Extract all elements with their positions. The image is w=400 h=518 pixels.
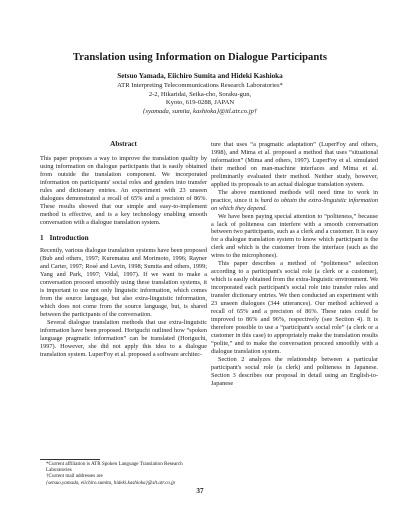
abstract-text: This paper proposes a way to improve the translation quality by using information on dialogue participants that is easily obtained from outside the translation component. We incorporated information on participants' social roles and genders into transfer rules and dictionary entries. An experiment with 23 unseen dialogues demonstrated a recall of 65% and a precision of 86%. These results showed that our simple and easy-to-implement method is effective, and is a key technology enabling smooth conversation with a dialogue translation system. xyxy=(40,154,207,226)
footnote-rule xyxy=(40,459,100,460)
affiliation-block xyxy=(0,82,400,116)
affiliation-lab: ATR Interpreting Telecommunications Research Laboratories* xyxy=(117,82,283,89)
section-number: 1 xyxy=(40,233,44,242)
section-heading-introduction xyxy=(40,235,207,243)
right-paragraph-5: Section 2 analyzes the relationship between a particular participant's social role (a clerk) and politeness in Japanese. Section 3 describes our proposal in detail using an English-to-Japanese xyxy=(211,355,378,387)
section-title: Introduction xyxy=(49,233,89,242)
right-paragraph-2-emphasis: hard to obtain the extra-linguistic information on which they depend. xyxy=(211,196,379,212)
affiliation-street: 2-2, Hikaridai, Seika-cho, Soraku-gun, xyxy=(148,90,252,98)
abstract-heading: Abstract xyxy=(110,140,137,148)
intro-paragraph-2: Several dialogue translation methods that use extra-linguistic information have been proposed. Horiguchi outlined how “spoken language pragmatic information” can be translated (Horiguchi, 1997). However, she did not apply this idea to a dialogue translation system. LuperFoy et al. proposed a software architec- xyxy=(40,319,207,358)
right-column xyxy=(211,141,378,388)
right-paragraph-3: We have been paying special attention to “politeness,” because a lack of politeness can interfere with a smooth conversation between two participants, such as a clerk and a customer. It is easy for a dialogue translation system to know which participant is the clerk and which is the customer from the interface (such as the wires to the microphones). xyxy=(211,212,378,260)
paper-title: Translation using Information on Dialogue Participants xyxy=(72,52,328,63)
author-list: Setsuo Yamada, Eiichiro Sumita and Hideki Kashioka xyxy=(117,72,283,80)
footnotes xyxy=(40,461,207,486)
right-paragraph-2 xyxy=(211,189,378,213)
right-paragraph-4: This paper describes a method of “politeness” selection according to a participant's social role (a clerk or a customer), which is easily obtained from the extra-linguistic environment. We incorporated each participant's social role into transfer rules and transfer dictionary entries. We then conducted an experiment with 23 unseen dialogues (344 utterances). Our method achieved a recall of 65% and a precision of 86%. These rates could be improved to 86% and 96%, respectively (see Section 4). It is therefore possible to use a “participant's social role” (a clerk or a customer in this case) to appropriately make the translation results “polite,” and to make the conversation proceed smoothly with a dialogue translation system. xyxy=(211,260,378,355)
intro-paragraph-1: Recently, various dialogue translation systems have been proposed (Bub and others, 1997; Kurematsu and Morimoto, 1996; Rayner and Carter, 1997; Rosé and Levin, 1998; Sumita and others, 1999; Yang and Park, 1997; Vidal, 1997). If we want to make a conversation proceed smoothly using these translation systems, it is important to use not only linguistic information, which comes from the source language, but also extra-linguistic information, which does not come from the source language, but, is shared between the participants of the conversation. xyxy=(40,247,207,319)
right-paragraph-2-text: The above mentioned methods will need time to work in practice, since it is xyxy=(211,188,378,204)
right-paragraph-1: ture that uses “a pragmatic adaptation” (LuperFoy and others, 1998), and Mima et al. proposed a method that uses “situational information” (Mima and others, 1997). LuperFoy et al. simulated their method on man-machine interfaces and Mima et al. preliminarily evaluated their method. Neither study, however, applied its proposals to an actual dialogue translation system. xyxy=(211,141,378,188)
left-column xyxy=(40,141,207,359)
page-number: 37 xyxy=(196,487,204,495)
affiliation-city: Kyoto, 619-0288, JAPAN xyxy=(165,99,235,107)
footnote-mail-label: †Current mail addresses are xyxy=(46,473,103,480)
footnote-mail-addresses: {setsuo.yamada, eiichiro.sumita, hideki.kashioka}@slt.atr.co.jp xyxy=(46,479,176,486)
footnote-affiliation: *Current affiliation is ATR Spoken Language Translation Research Laboratories xyxy=(46,461,183,474)
affiliation-email: {syamada, sumita, kashioka}@itl.atr.co.jp† xyxy=(142,107,258,115)
